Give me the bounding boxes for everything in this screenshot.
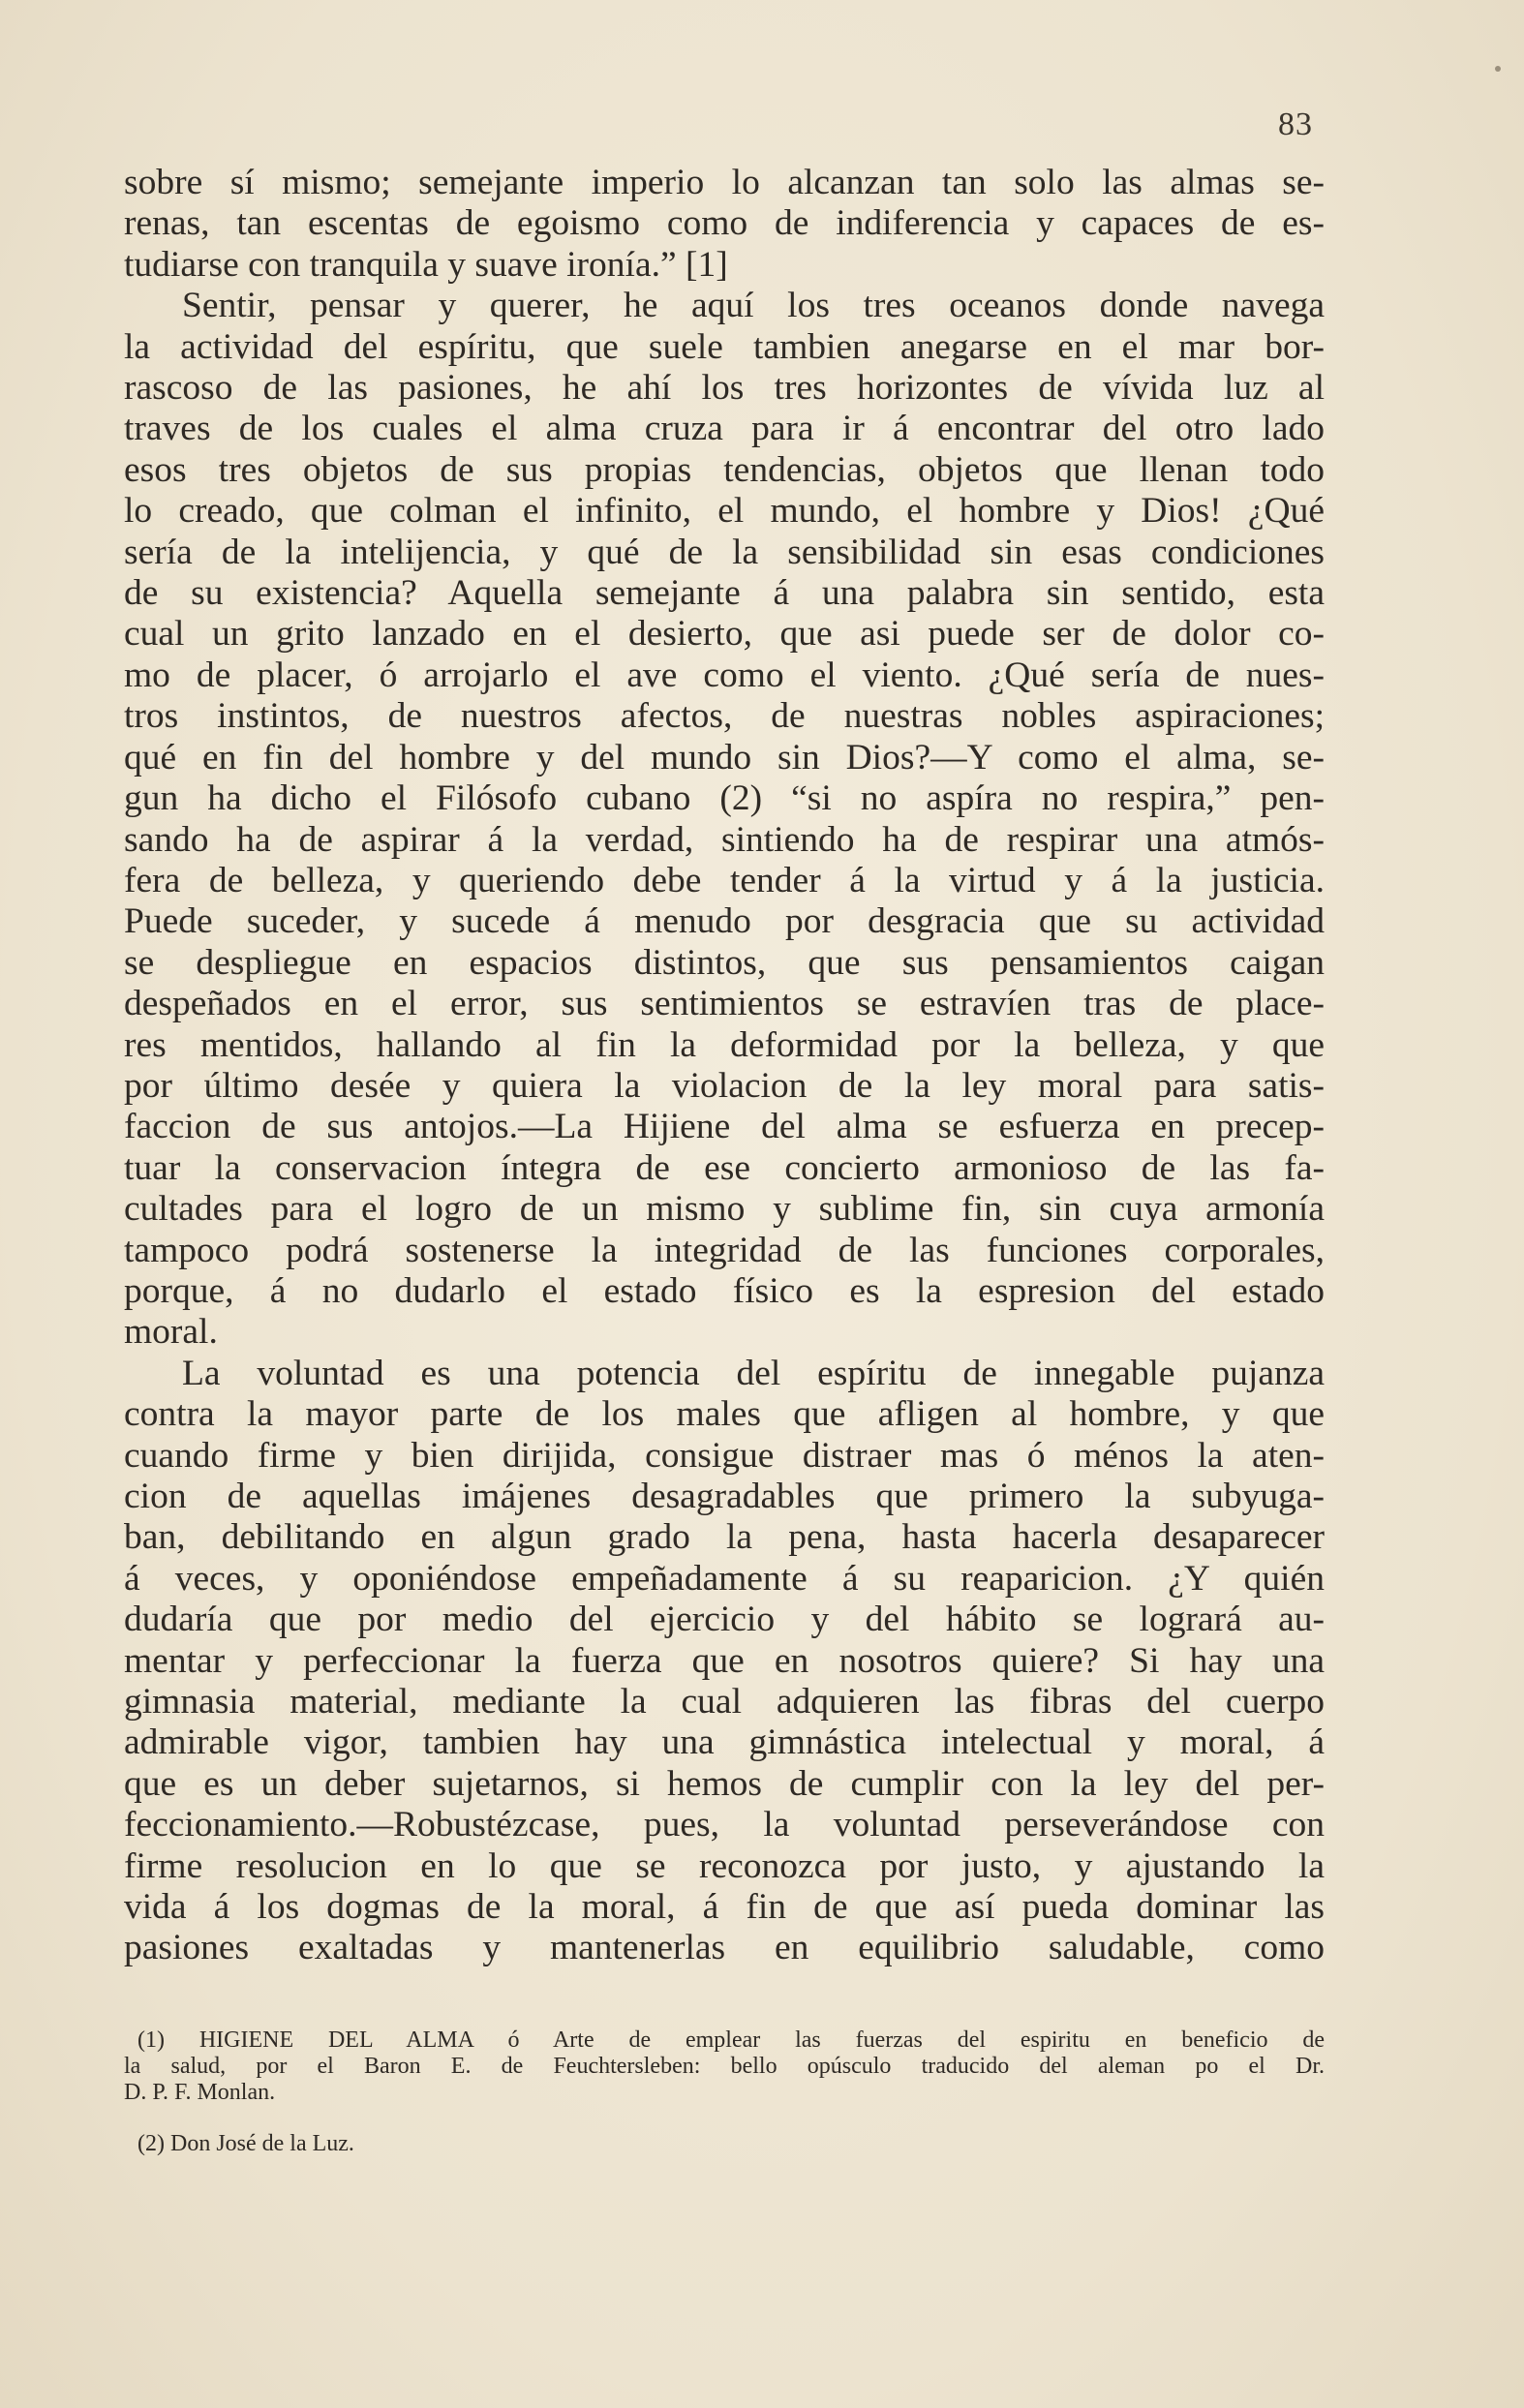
text-line: contra la mayor parte de los males que afligen al hombre, y que — [124, 1394, 1325, 1435]
text-line: dudaría que por medio del ejercicio y del hábito se logrará au- — [124, 1600, 1325, 1640]
text-line: res mentidos, hallando al fin la deformidad por la belleza, y que — [124, 1024, 1325, 1065]
text-line: admirable vigor, tambien hay una gimnástica intelectual y moral, á — [124, 1722, 1325, 1763]
text-line: que es un deber sujetarnos, si hemos de cumplir con la ley del per- — [124, 1763, 1325, 1804]
text-line: despeñados en el error, sus sentimientos se estravíen tras de place- — [124, 984, 1325, 1024]
text-line: la actividad del espíritu, que suele tambien anegarse en el mar bor- — [124, 326, 1325, 367]
text-line: mentar y perfeccionar la fuerza que en nosotros quiere? Si hay una — [124, 1640, 1325, 1681]
text-line: gimnasia material, mediante la cual adquieren las fibras del cuerpo — [124, 1682, 1325, 1722]
text-line: porque, á no dudarlo el estado físico es la espresion del estado — [124, 1270, 1325, 1311]
text-line: sando ha de aspirar á la verdad, sintiendo ha de respirar una atmós- — [124, 819, 1325, 860]
text-line: pasiones exaltadas y mantenerlas en equilibrio saludable, como — [124, 1928, 1325, 1968]
text-line: tros instintos, de nuestros afectos, de nuestras nobles aspiraciones; — [124, 696, 1325, 737]
footnote-line: la salud, por el Baron E. de Feuchtersleben: bello opúsculo traducido del aleman po el Dr. — [124, 2054, 1325, 2079]
text-line: moral. — [124, 1312, 218, 1353]
footnote-2 — [124, 2131, 1325, 2157]
text-line: tudiarse con tranquila y suave ironía.” [1] — [124, 244, 728, 285]
text-line: cultades para el logro de un mismo y sublime fin, sin cuya armonía — [124, 1189, 1325, 1230]
text-line: traves de los cuales el alma cruza para ir á encontrar del otro lado — [124, 409, 1325, 449]
text-line: por último desée y quiera la violacion de la ley moral para satis- — [124, 1065, 1325, 1106]
text-line: renas, tan escentas de egoismo como de indiferencia y capaces de es- — [124, 203, 1325, 244]
text-line: tuar la conservacion íntegra de ese concierto armonioso de las fa- — [124, 1147, 1325, 1188]
text-line: esos tres objetos de sus propias tendencias, objetos que llenan todo — [124, 449, 1325, 490]
text-line: firme resolucion en lo que se reconozca por justo, y ajustando la — [124, 1845, 1325, 1886]
text-line: feccionamiento.—Robustézcase, pues, la voluntad perseverándose con — [124, 1805, 1325, 1845]
text-line: faccion de sus antojos.—La Hijiene del alma se esfuerza en precep- — [124, 1107, 1325, 1147]
text-line: sobre sí mismo; semejante imperio lo alcanzan tan solo las almas se- — [124, 163, 1325, 202]
footnote-line: D. P. F. Monlan. — [124, 2080, 276, 2105]
text-line: fera de belleza, y queriendo debe tender á la virtud y á la justicia. — [124, 860, 1325, 900]
page-speck — [1495, 66, 1501, 72]
text-line: á veces, y oponiéndose empeñadamente á su reaparicion. ¿Y quién — [124, 1558, 1325, 1599]
footnotes — [124, 2027, 1325, 2157]
text-line: La voluntad es una potencia del espíritu de innegable pujanza — [182, 1353, 1325, 1393]
text-line: de su existencia? Aquella semejante á una palabra sin sentido, esta — [124, 573, 1325, 614]
footnote-1 — [124, 2027, 1325, 2106]
footnote-line: (1) HIGIENE DEL ALMA ó Arte de emplear las fuerzas del espiritu en beneficio de — [137, 2027, 1325, 2053]
page-number: 83 — [1278, 107, 1313, 142]
footnote-spacer — [124, 2106, 1325, 2131]
text-line: lo creado, que colman el infinito, el mundo, el hombre y Dios! ¿Qué — [124, 491, 1325, 532]
text-line: cual un grito lanzado en el desierto, que asi puede ser de dolor co- — [124, 614, 1325, 655]
text-line: qué en fin del hombre y del mundo sin Dios?—Y como el alma, se- — [124, 737, 1325, 777]
text-line: Puede suceder, y sucede á menudo por desgracia que su actividad — [124, 901, 1325, 942]
text-line: mo de placer, ó arrojarlo el ave como el viento. ¿Qué sería de nues- — [124, 655, 1325, 695]
text-line: cuando firme y bien dirijida, consigue distraer mas ó ménos la aten- — [124, 1435, 1325, 1476]
text-line: vida á los dogmas de la moral, á fin de que así pueda dominar las — [124, 1887, 1325, 1928]
text-line: sería de la intelijencia, y qué de la sensibilidad sin esas condiciones — [124, 532, 1325, 572]
footnote-line: (2) Don José de la Luz. — [137, 2131, 354, 2156]
text-line: ban, debilitando en algun grado la pena, hasta hacerla desaparecer — [124, 1517, 1325, 1558]
text-line: cion de aquellas imájenes desagradables que primero la subyuga- — [124, 1477, 1325, 1516]
text-line: Sentir, pensar y querer, he aquí los tres oceanos donde navega — [182, 286, 1325, 326]
text-line: se despliegue en espacios distintos, que sus pensamientos caigan — [124, 942, 1325, 983]
body-text — [124, 163, 1325, 1969]
text-line: rascoso de las pasiones, he ahí los tres horizontes de vívida luz al — [124, 368, 1325, 409]
text-line: gun ha dicho el Filósofo cubano (2) “si no aspíra no respira,” pen- — [124, 778, 1325, 819]
text-line: tampoco podrá sostenerse la integridad de las funciones corporales, — [124, 1230, 1325, 1270]
